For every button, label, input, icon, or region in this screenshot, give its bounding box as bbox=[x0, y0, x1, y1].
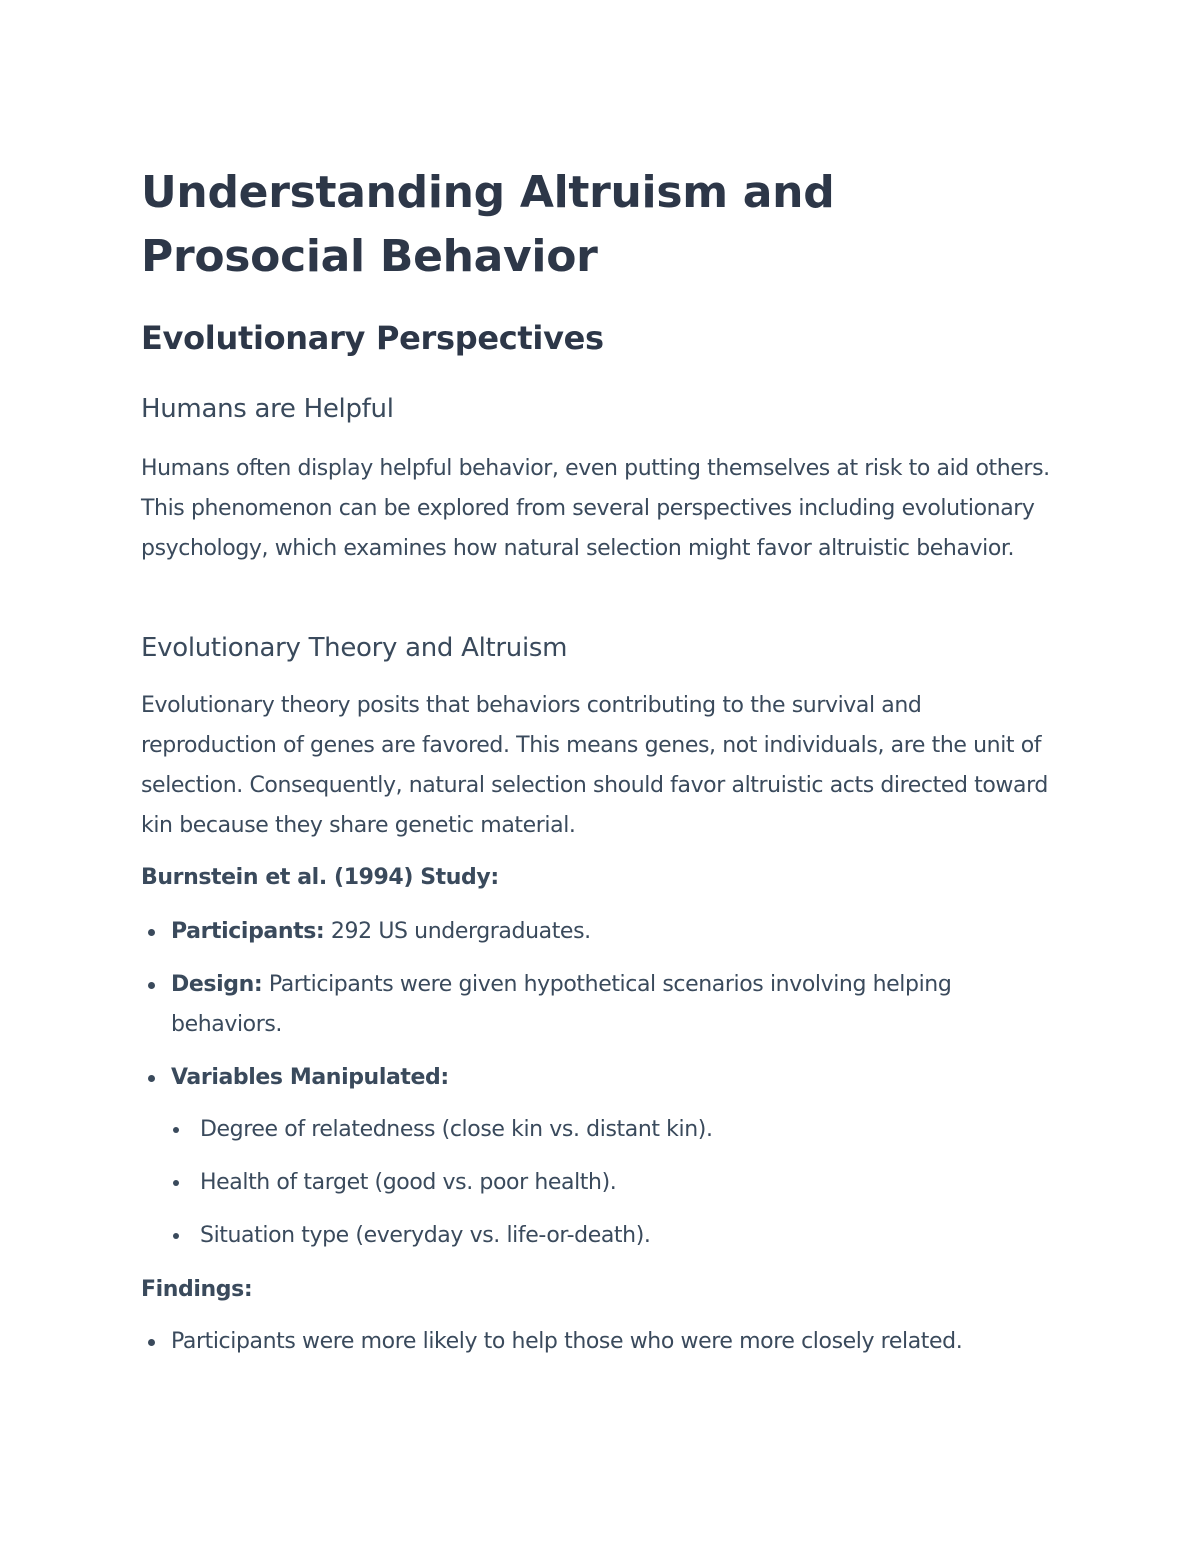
item-term: Variables Manipulated: bbox=[171, 1065, 449, 1090]
subsection-heading-helpful: Humans are Helpful bbox=[141, 394, 394, 424]
bullet bbox=[148, 1075, 155, 1082]
item-term: Design: bbox=[171, 972, 263, 997]
findings-label: Findings: bbox=[141, 1277, 253, 1302]
item-text: 292 US undergraduates. bbox=[324, 919, 591, 944]
sub-list-item bbox=[200, 1163, 1060, 1203]
item-term: Participants: bbox=[171, 919, 325, 944]
sub-list-item bbox=[200, 1216, 1060, 1256]
bullet bbox=[173, 1180, 179, 1186]
bullet bbox=[148, 1339, 155, 1346]
sub-list-item bbox=[200, 1110, 1060, 1150]
list-item bbox=[171, 1322, 1021, 1362]
item-text: Degree of relatedness (close kin vs. distant kin). bbox=[200, 1117, 713, 1142]
item-text: Situation type (everyday vs. life-or-death). bbox=[200, 1223, 651, 1248]
item-text: Participants were given hypothetical scenarios involving helping behaviors. bbox=[171, 972, 952, 1037]
bullet bbox=[173, 1127, 179, 1133]
bullet bbox=[173, 1233, 179, 1239]
list-item bbox=[171, 965, 1061, 1045]
item-text: Participants were more likely to help those who were more closely related. bbox=[171, 1329, 963, 1354]
list-item bbox=[171, 1058, 1061, 1098]
section-heading: Evolutionary Perspectives bbox=[141, 319, 604, 357]
document-title: Understanding Altruism and Prosocial Behavior bbox=[141, 167, 835, 282]
paragraph-evolutionary-theory: Evolutionary theory posits that behaviors contributing to the survival and reproduction of genes are favored. This means genes, not individuals, are the unit of selection. Consequently, natural selection should favor altruistic acts directed toward kin because they share genetic material. bbox=[141, 693, 1048, 838]
bullet bbox=[148, 929, 155, 936]
study-label: Burnstein et al. (1994) Study: bbox=[141, 865, 499, 890]
subsection-heading-evolutionary-theory: Evolutionary Theory and Altruism bbox=[141, 633, 568, 663]
bullet bbox=[148, 982, 155, 989]
list-item bbox=[171, 912, 1061, 952]
item-text: Health of target (good vs. poor health). bbox=[200, 1170, 617, 1195]
paragraph-helpful: Humans often display helpful behavior, even putting themselves at risk to aid others. This phenomenon can be explored from several perspectives including evolutionary psychology, which examines how natural selection might favor altruistic behavior. bbox=[141, 456, 1050, 561]
